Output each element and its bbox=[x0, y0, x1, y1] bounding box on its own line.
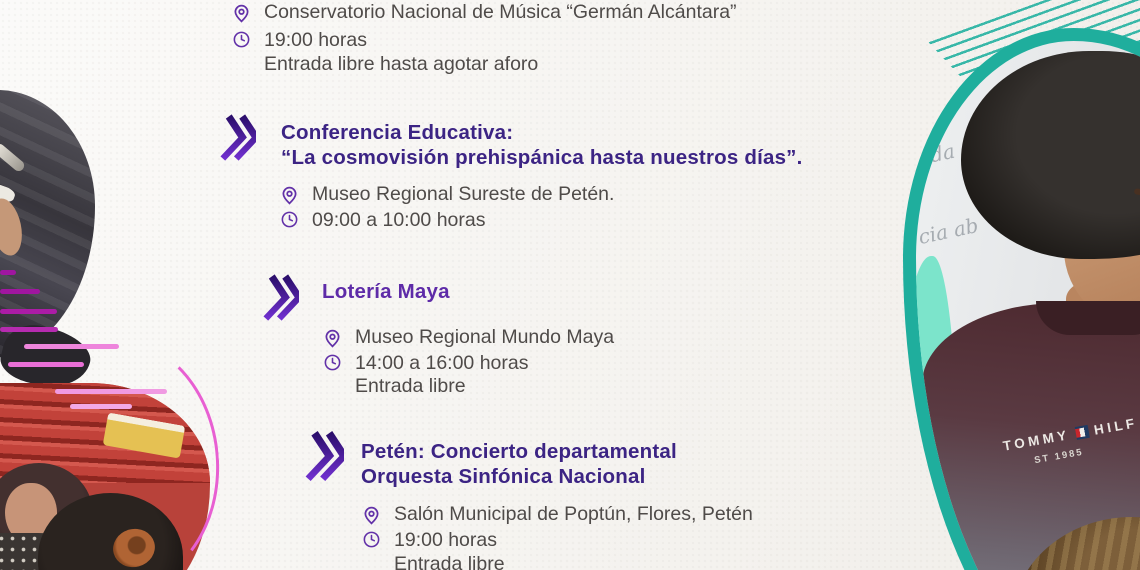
whiteboard-scribble: cia ab bbox=[916, 212, 981, 250]
suit-musician-photo bbox=[0, 90, 95, 358]
event-time-row bbox=[321, 352, 528, 375]
location-pin-icon bbox=[360, 504, 382, 527]
clock-icon bbox=[230, 30, 252, 49]
location-text: Salón Municipal de Poptún, Flores, Petén bbox=[394, 503, 753, 525]
event-title-line: Petén: Concierto departamental bbox=[361, 440, 677, 463]
clock-icon bbox=[360, 530, 382, 549]
event-time-row bbox=[230, 29, 367, 52]
double-chevron-icon bbox=[262, 271, 299, 324]
tshirt-collar bbox=[1036, 301, 1140, 335]
event-title-line: Conferencia Educativa: bbox=[281, 121, 514, 144]
magenta-line bbox=[0, 289, 40, 294]
magenta-line bbox=[0, 270, 16, 275]
double-chevron-icon bbox=[304, 428, 344, 484]
time-text: 09:00 a 10:00 horas bbox=[312, 209, 486, 231]
whiteboard-scribble: da bbox=[927, 138, 957, 168]
event-title bbox=[281, 121, 803, 170]
tommy-flag-icon bbox=[1074, 425, 1089, 440]
event-title-line: Orquesta Sinfónica Nacional bbox=[361, 464, 646, 488]
location-text: Conservatorio Nacional de Música “Germán Alcántara” bbox=[264, 1, 737, 23]
event-title-line: “La cosmovisión prehispánica hasta nuestros días”. bbox=[281, 145, 803, 169]
location-text: Museo Regional Mundo Maya bbox=[355, 326, 615, 348]
admission-note: Entrada libre bbox=[355, 375, 466, 397]
event-time-row bbox=[278, 209, 485, 232]
location-text: Museo Regional Sureste de Petén. bbox=[312, 183, 615, 205]
tshirt-year-text: ST 1985 bbox=[1033, 446, 1085, 467]
event-location-row bbox=[230, 1, 737, 25]
brand-left-text: TOMMY bbox=[1001, 427, 1071, 454]
event-location-row bbox=[321, 326, 614, 350]
event-time-row bbox=[360, 529, 497, 552]
clarinet-student-photo bbox=[903, 28, 1140, 570]
magenta-line bbox=[0, 327, 58, 332]
clock-icon bbox=[321, 353, 343, 372]
admission-note: Entrada libre hasta agotar aforo bbox=[264, 53, 539, 75]
magenta-line bbox=[0, 309, 57, 314]
event-title bbox=[322, 280, 450, 305]
double-chevron-icon bbox=[219, 111, 256, 164]
time-text: 19:00 horas bbox=[394, 529, 497, 551]
admission-note: Entrada libre bbox=[394, 553, 505, 570]
student-hair bbox=[961, 51, 1140, 259]
event-title-line: Lotería Maya bbox=[322, 280, 450, 303]
clock-icon bbox=[278, 210, 300, 229]
event-title bbox=[361, 440, 677, 489]
brand-right-text: HILF bbox=[1092, 415, 1139, 438]
location-pin-icon bbox=[321, 327, 343, 350]
event-location-row bbox=[360, 503, 753, 527]
event-location-row bbox=[278, 183, 614, 207]
time-text: 14:00 a 16:00 horas bbox=[355, 352, 529, 374]
location-pin-icon bbox=[230, 2, 252, 25]
location-pin-icon bbox=[278, 184, 300, 207]
time-text: 19:00 horas bbox=[264, 29, 367, 51]
